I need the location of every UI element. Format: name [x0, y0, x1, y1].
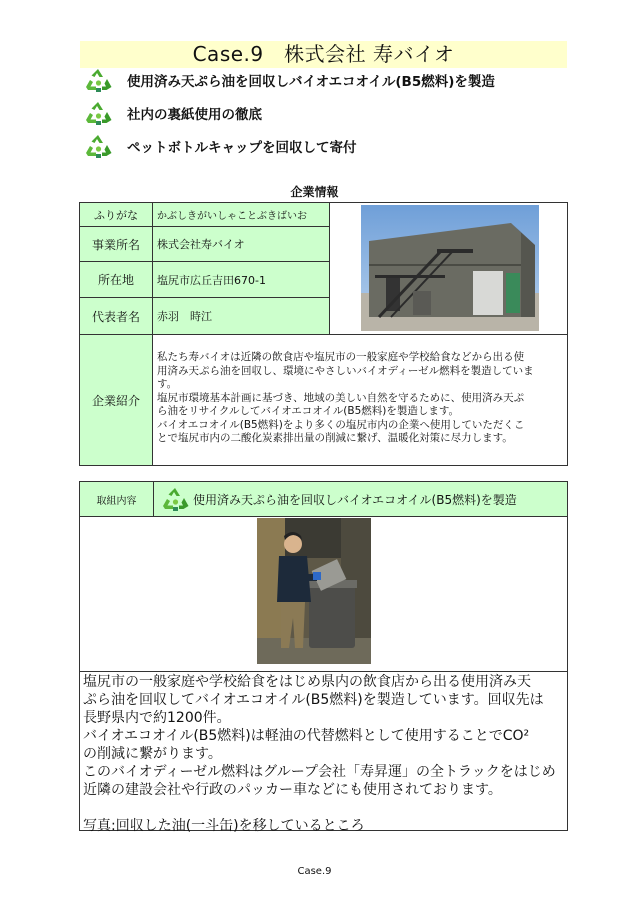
page-title-text: Case.9 株式会社 寿バイオ: [192, 42, 455, 66]
intro-line: とで塩尻市内の二酸化炭素排出量の削減に繋げ、温暖化対策に尽力します。: [157, 432, 513, 444]
highlight-item: [82, 66, 495, 94]
highlight-item: [82, 132, 357, 160]
address-value: 塩尻市広丘吉田670-1: [157, 273, 266, 287]
section-title: 企業情報: [290, 185, 339, 199]
intro-line: 塩尻市環境基本計画に基づき、地域の美しい自然を守るために、使用済み天ぷ: [157, 391, 525, 404]
highlight-item: [82, 99, 262, 127]
furigana-value: かぶしきがいしゃことぶきばいお: [157, 211, 307, 222]
intro-line: ら油をリサイクルしてバイオエコオイル(B5燃料)を製造します。: [157, 405, 460, 417]
photo-caption: 写真:回収した油(一斗缶)を移しているところ: [83, 818, 365, 834]
intro-line: 私たち寿バイオは近隣の飲食店や塩尻市の一般家庭や学校給食などから出る使: [157, 351, 525, 363]
rep-value: 赤羽 時江: [157, 310, 212, 323]
description-line: ぷら油を回収してバイオエコオイル(B5燃料)を製造しています。回収先は: [83, 692, 544, 708]
intro-text: [157, 351, 567, 446]
furigana-label: ふりがな: [94, 208, 138, 222]
rep-label: 代表者名: [91, 309, 140, 324]
description-line: 塩尻市の一般家庭や学校給食をはじめ県内の飲食店から出る使用済み天: [83, 674, 531, 690]
initiative-title-row: [159, 485, 517, 513]
intro-line: す。: [157, 378, 178, 390]
description-line: 近隣の建設会社や行政のパッカー車などにも使用されております。: [83, 782, 502, 798]
description-line: の削減に繋がります。: [83, 746, 222, 762]
highlight-label: 社内の裏紙使用の徹底: [127, 107, 262, 123]
address-label: 所在地: [97, 273, 134, 287]
recycle-icon: [159, 485, 191, 513]
initiative-title: 使用済み天ぷら油を回収しバイオエコオイル(B5燃料)を製造: [193, 492, 517, 507]
recycle-icon: [82, 66, 114, 94]
page-number: Case.9: [297, 866, 332, 877]
building-photo: [361, 205, 539, 331]
initiative-description: [83, 673, 565, 835]
intro-line: バイオエコオイル(B5燃料)をより多くの塩尻市内の企業へ使用していただくこ: [157, 418, 525, 431]
intro-label: 企業紹介: [91, 393, 140, 408]
office-label: 事業所名: [91, 237, 140, 252]
recycle-icon: [82, 132, 114, 160]
description-line: 長野県内で約1200件。: [83, 710, 231, 726]
description-line: バイオエコオイル(B5燃料)は軽油の代替燃料として使用することでCO²: [83, 728, 530, 744]
intro-line: 用済み天ぷら油を回収し、環境にやさしいバイオディーゼル燃料を製造していま: [157, 364, 534, 377]
highlight-label: ペットボトルキャップを回収して寄付: [127, 140, 357, 156]
description-blank-line: [83, 799, 565, 817]
office-value: 株式会社寿バイオ: [157, 238, 245, 251]
oil-transfer-photo: [257, 518, 371, 664]
initiative-label: 取組内容: [96, 495, 137, 507]
highlight-label: 使用済み天ぷら油を回収しバイオエコオイル(B5燃料)を製造: [127, 74, 495, 90]
page-title: [80, 41, 567, 68]
description-line: このバイオディーゼル燃料はグループ会社「寿昇運」の全トラックをはじめ: [83, 764, 556, 780]
recycle-icon: [82, 99, 114, 127]
